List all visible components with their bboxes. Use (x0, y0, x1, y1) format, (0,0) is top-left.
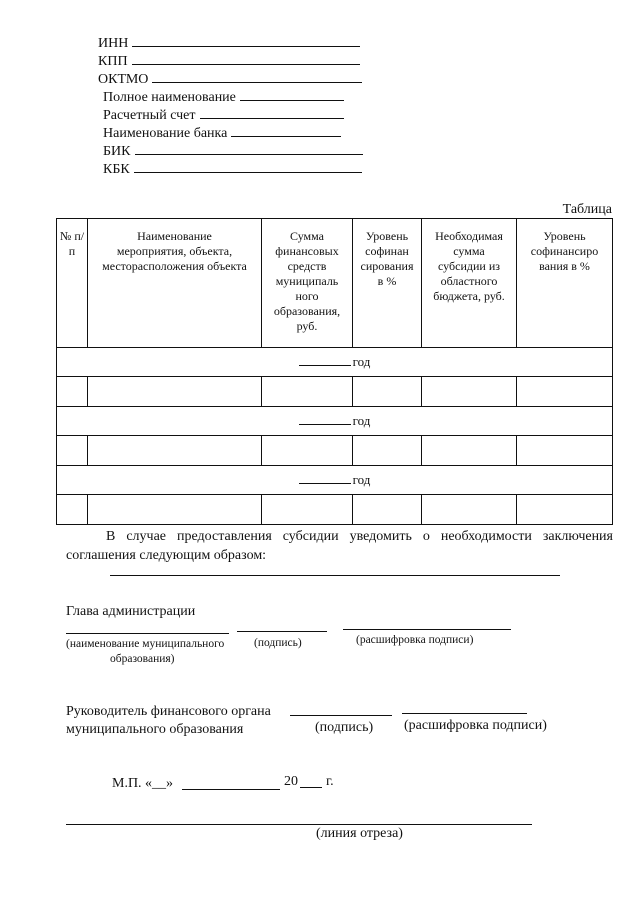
table-cell[interactable] (422, 436, 517, 466)
inn-field (98, 33, 360, 52)
table-cell[interactable] (353, 436, 422, 466)
fin-head-caption-decode: (расшифровка подписи) (404, 718, 547, 733)
head-admin-name-line[interactable] (66, 633, 229, 634)
account-field (103, 105, 344, 124)
year-cell[interactable] (57, 466, 613, 495)
bank-name-line[interactable] (231, 123, 341, 137)
stamp-date-line[interactable] (182, 789, 280, 790)
kbk-label: КБК (103, 162, 130, 177)
inn-label: ИНН (98, 36, 129, 51)
table-cell[interactable] (57, 495, 88, 525)
col-header-number: № п/п (57, 219, 88, 348)
col-header-subsidy-amount: Необходимая сумма субсидии из областного бюджета, руб. (422, 219, 517, 348)
year-label: год (352, 472, 371, 487)
stamp-mp: М.П. «__» (112, 776, 174, 791)
table-cell[interactable] (422, 495, 517, 525)
kbk-line[interactable] (134, 159, 362, 173)
table-cell[interactable] (353, 377, 422, 407)
head-admin-caption-name-2: образования) (110, 653, 175, 665)
oktmo-field (98, 69, 362, 88)
kpp-field (98, 51, 360, 70)
bik-field (103, 141, 363, 160)
kpp-label: КПП (98, 54, 128, 69)
table-cell[interactable] (517, 436, 613, 466)
table-cell[interactable] (57, 377, 88, 407)
bank-name-label: Наименование банка (103, 126, 228, 141)
kpp-line[interactable] (132, 51, 360, 65)
account-label: Расчетный счет (103, 108, 196, 123)
oktmo-label: ОКТМО (98, 72, 149, 87)
col-header-municipal-sum: Сумма финансовых средств муниципаль ного образования, руб. (262, 219, 353, 348)
full-name-label: Полное наименование (103, 90, 236, 105)
year-cell[interactable] (57, 348, 613, 377)
notice-paragraph: В случае предоставления субсидии уведомить о необходимости заключения соглашения следующим образом: (66, 529, 613, 563)
head-admin-title: Глава администрации (66, 604, 196, 619)
table-cell[interactable] (517, 377, 613, 407)
table-row (57, 495, 613, 525)
col-header-cofinancing-level-2: Уровень софинансиро вания в % (517, 219, 613, 348)
cut-line-label: (линия отреза) (316, 826, 403, 841)
year-row (57, 407, 613, 436)
bik-line[interactable] (135, 141, 363, 155)
year-row (57, 348, 613, 377)
table-row (57, 377, 613, 407)
year-cell[interactable] (57, 407, 613, 436)
fin-head-title-1: Руководитель финансового органа (66, 704, 271, 719)
table-cell[interactable] (262, 436, 353, 466)
full-name-field (103, 87, 344, 106)
bik-label: БИК (103, 144, 131, 159)
table-cell[interactable] (422, 377, 517, 407)
fin-head-sign-line[interactable] (290, 715, 392, 716)
year-label: год (352, 413, 371, 428)
table-cell[interactable] (353, 495, 422, 525)
oktmo-line[interactable] (152, 69, 362, 83)
kbk-field (103, 159, 362, 178)
table-header-row (57, 219, 613, 348)
full-name-line[interactable] (240, 87, 344, 101)
notice-fill-line[interactable] (110, 575, 560, 576)
stamp-year-prefix: 20 (284, 774, 298, 789)
col-header-cofinancing-level: Уровень софинан сирования в % (353, 219, 422, 348)
table-row (57, 436, 613, 466)
table-cell[interactable] (88, 436, 262, 466)
year-blank[interactable] (299, 354, 351, 366)
table-cell[interactable] (88, 495, 262, 525)
fin-head-caption-sign: (подпись) (315, 720, 374, 735)
inn-line[interactable] (132, 33, 360, 47)
col-header-event-name: Наименование мероприятия, объекта, месторасположения объекта (88, 219, 262, 348)
stamp-year-line[interactable] (300, 787, 322, 788)
table-cell[interactable] (57, 436, 88, 466)
year-blank[interactable] (299, 472, 351, 484)
year-label: год (352, 354, 371, 369)
head-admin-caption-name: (наименование муниципального (66, 638, 225, 650)
stamp-year-suffix: г. (326, 774, 334, 789)
year-row (57, 466, 613, 495)
head-admin-sign-line[interactable] (237, 631, 327, 632)
account-line[interactable] (200, 105, 344, 119)
table-cell[interactable] (517, 495, 613, 525)
fin-head-decode-line[interactable] (402, 713, 527, 714)
cut-line (66, 824, 532, 825)
table-caption: Таблица (562, 202, 612, 217)
table-cell[interactable] (88, 377, 262, 407)
bank-name-field (103, 123, 341, 142)
head-admin-caption-sign: (подпись) (254, 637, 302, 649)
year-blank[interactable] (299, 413, 351, 425)
table-cell[interactable] (262, 495, 353, 525)
subsidy-table (56, 218, 613, 525)
table-cell[interactable] (262, 377, 353, 407)
fin-head-title-2: муниципального образования (66, 722, 244, 737)
head-admin-decode-line[interactable] (343, 629, 511, 630)
head-admin-caption-decode: (расшифровка подписи) (356, 634, 474, 646)
